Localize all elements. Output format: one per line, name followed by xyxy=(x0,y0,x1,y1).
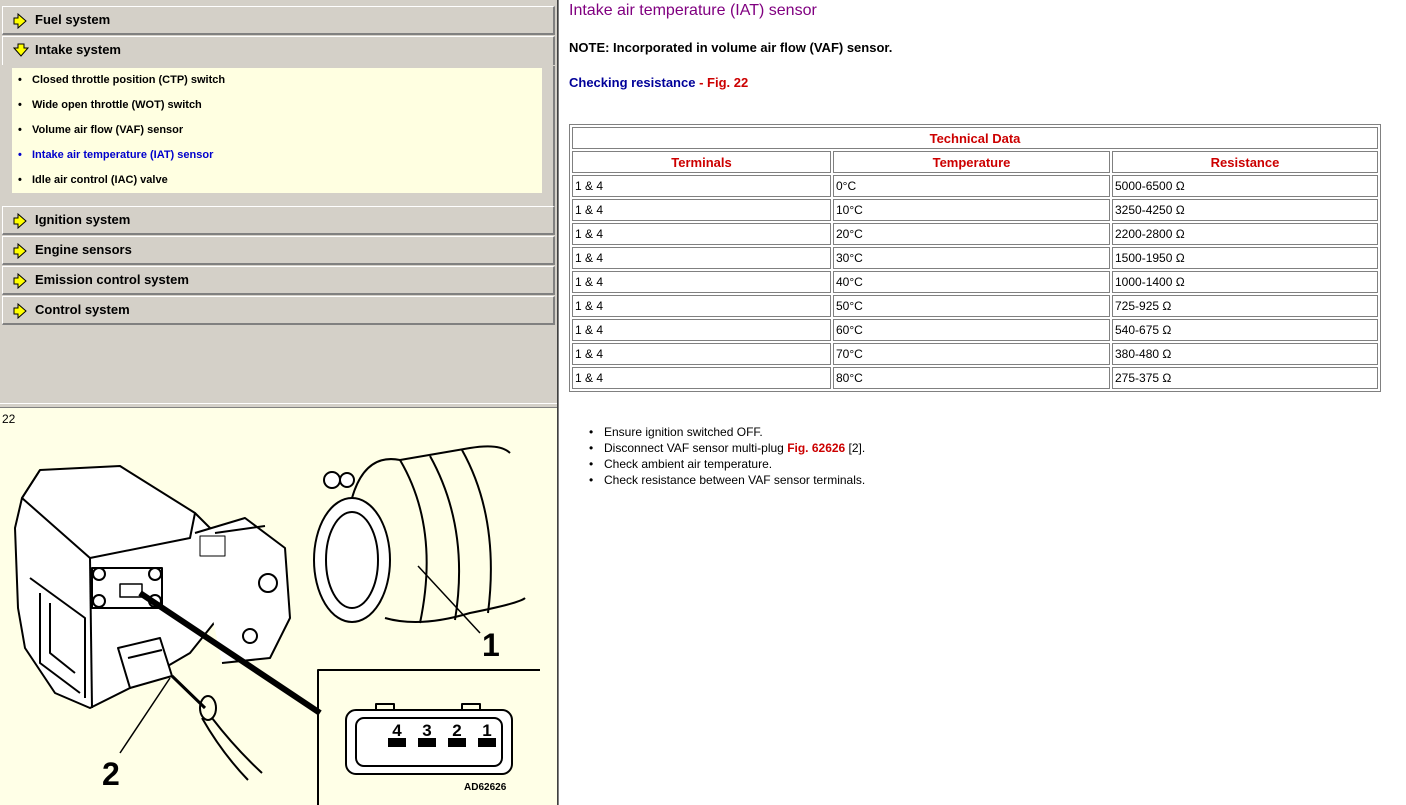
nav-item-vaf-sensor[interactable]: • Volume air flow (VAF) sensor xyxy=(18,124,183,136)
figure-code: AD62626 xyxy=(464,782,507,793)
table-row xyxy=(572,295,1378,317)
checking-separator: - xyxy=(695,75,708,90)
section-emission-control-system[interactable] xyxy=(2,266,555,295)
table-row xyxy=(572,223,1378,245)
nav-item-iat-sensor[interactable]: • Intake air temperature (IAT) sensor xyxy=(18,149,213,161)
cell-terminals: 1 & 4 xyxy=(572,343,831,365)
table-row xyxy=(572,271,1378,293)
column-header-terminals: Terminals xyxy=(572,151,831,173)
list-item xyxy=(589,440,865,456)
cell-resistance: 3250-4250 Ω xyxy=(1112,199,1378,221)
cell-resistance: 1000-1400 Ω xyxy=(1112,271,1378,293)
figure-link[interactable]: Fig. 62626 xyxy=(787,441,846,455)
table-row xyxy=(572,247,1378,269)
cell-terminals: 1 & 4 xyxy=(572,223,831,245)
vaf-sensor-illustration xyxy=(0,408,557,805)
section-engine-sensors[interactable] xyxy=(2,236,555,265)
navigation-pane xyxy=(0,0,557,403)
cell-temperature: 0°C xyxy=(833,175,1110,197)
cell-terminals: 1 & 4 xyxy=(572,271,831,293)
cell-resistance: 540-675 Ω xyxy=(1112,319,1378,341)
expand-arrow-icon xyxy=(13,243,29,259)
pin-label-2: 2 xyxy=(452,721,462,740)
procedure-steps xyxy=(589,424,865,488)
step-text: [2]. xyxy=(845,441,866,455)
cell-temperature: 10°C xyxy=(833,199,1110,221)
technical-data-table-wrap xyxy=(569,124,1381,392)
content-pane xyxy=(559,0,1406,805)
pin-label-3: 3 xyxy=(422,721,432,740)
cell-resistance: 380-480 Ω xyxy=(1112,343,1378,365)
nav-item-wot-switch[interactable]: • Wide open throttle (WOT) switch xyxy=(18,99,202,111)
checking-label: Checking resistance xyxy=(569,75,696,90)
expand-arrow-icon xyxy=(13,13,29,29)
list-item: • Check ambient air temperature. xyxy=(589,456,865,472)
cell-terminals: 1 & 4 xyxy=(572,295,831,317)
figure-number: 22 xyxy=(2,412,16,426)
cell-temperature: 70°C xyxy=(833,343,1110,365)
section-label: Ignition system xyxy=(35,212,131,227)
table-row xyxy=(572,319,1378,341)
callout-2: 2 xyxy=(102,756,120,792)
section-label: Intake system xyxy=(35,42,121,57)
step-text: Disconnect VAF sensor multi-plug xyxy=(604,441,788,455)
section-control-system[interactable] xyxy=(2,296,555,325)
callout-1: 1 xyxy=(482,627,500,663)
intake-items-list xyxy=(12,68,542,193)
page-title: Intake air temperature (IAT) sensor xyxy=(569,2,817,19)
cell-temperature: 20°C xyxy=(833,223,1110,245)
note-text: NOTE: Incorporated in volume air flow (VAF) sensor. xyxy=(569,40,893,55)
cell-temperature: 50°C xyxy=(833,295,1110,317)
section-label: Fuel system xyxy=(35,12,111,27)
table-caption: Technical Data xyxy=(572,127,1378,149)
table-row xyxy=(572,199,1378,221)
table-row xyxy=(572,367,1378,389)
section-label: Emission control system xyxy=(35,272,189,287)
pin-label-1: 1 xyxy=(482,721,492,740)
technical-data-table xyxy=(569,124,1381,392)
section-label: Engine sensors xyxy=(35,242,132,257)
cell-terminals: 1 & 4 xyxy=(572,247,831,269)
cell-terminals: 1 & 4 xyxy=(572,367,831,389)
section-ignition-system[interactable] xyxy=(2,206,555,235)
cell-resistance: 2200-2800 Ω xyxy=(1112,223,1378,245)
column-header-temperature: Temperature xyxy=(833,151,1110,173)
expand-arrow-icon xyxy=(13,273,29,289)
nav-item-iac-valve[interactable]: • Idle air control (IAC) valve xyxy=(18,174,168,186)
nav-item-ctp-switch[interactable]: • Closed throttle position (CTP) switch xyxy=(18,74,225,86)
expand-arrow-icon xyxy=(13,303,29,319)
section-intake-system[interactable] xyxy=(2,36,555,65)
list-item: • Ensure ignition switched OFF. xyxy=(589,424,865,440)
checking-heading xyxy=(569,75,748,90)
column-header-resistance: Resistance xyxy=(1112,151,1378,173)
cell-resistance: 725-925 Ω xyxy=(1112,295,1378,317)
table-row xyxy=(572,343,1378,365)
figure-pane xyxy=(0,408,557,805)
section-fuel-system[interactable] xyxy=(2,6,555,35)
cell-temperature: 80°C xyxy=(833,367,1110,389)
cell-resistance: 275-375 Ω xyxy=(1112,367,1378,389)
cell-temperature: 60°C xyxy=(833,319,1110,341)
collapse-arrow-icon xyxy=(13,43,29,59)
cell-resistance: 1500-1950 Ω xyxy=(1112,247,1378,269)
cell-terminals: 1 & 4 xyxy=(572,199,831,221)
list-item: • Check resistance between VAF sensor terminals. xyxy=(589,472,865,488)
cell-temperature: 40°C xyxy=(833,271,1110,293)
cell-resistance: 5000-6500 Ω xyxy=(1112,175,1378,197)
pin-label-4: 4 xyxy=(392,721,402,740)
section-label: Control system xyxy=(35,302,130,317)
cell-terminals: 1 & 4 xyxy=(572,175,831,197)
cell-temperature: 30°C xyxy=(833,247,1110,269)
intake-system-panel xyxy=(2,66,555,206)
figure-link[interactable]: Fig. 22 xyxy=(707,75,749,90)
cell-terminals: 1 & 4 xyxy=(572,319,831,341)
expand-arrow-icon xyxy=(13,213,29,229)
table-row xyxy=(572,175,1378,197)
